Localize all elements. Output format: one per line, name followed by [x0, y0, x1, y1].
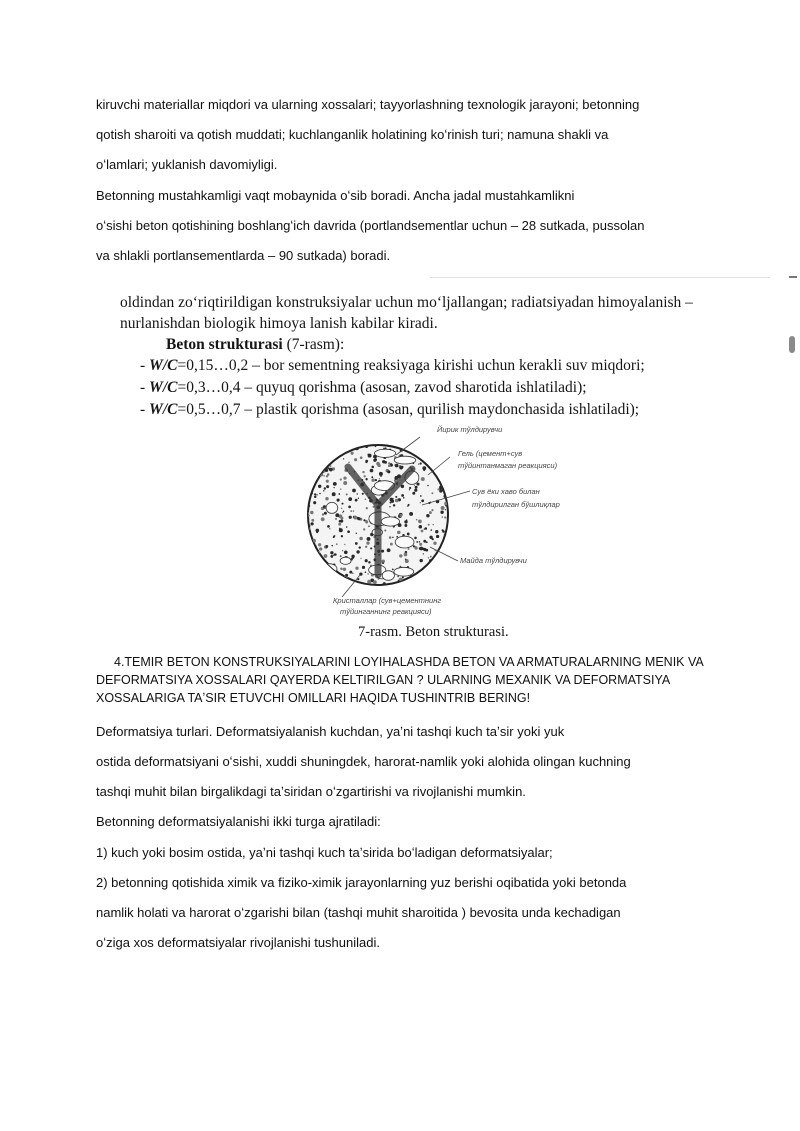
paragraph-line: oʻziga xos deformatsiyalar rivojlanishi tushuniladi. [96, 935, 380, 950]
paragraph-line: kiruvchi materiallar miqdori va ularning xossalari; tayyorlashning texnologik jarayoni; betonning [96, 97, 640, 112]
label-fine-aggregate: Майда тўлдирувчи [460, 556, 527, 565]
label-crystals-2: тўйинганнинг реакцияси) [340, 607, 432, 616]
item-text: =0,3…0,4 – quyuq qorishma (asosan, zavod sharotida ishlatiladi); [177, 379, 587, 396]
wc-item [140, 379, 587, 397]
paragraph-line: 1) kuch yoki bosim ostida, yaʼni tashqi kuch taʼsirida boʻladigan deformatsiyalar; [96, 845, 553, 860]
structure-title [166, 336, 344, 354]
paragraph-line: 2) betonning qotishida ximik va fiziko-ximik jarayonlarning yuz berishi oqibatida yoki betonda [96, 875, 627, 890]
concrete-structure-figure [300, 425, 480, 600]
paragraph-line: ostida deformatsiyani oʻsishi, xuddi shuningdek, harorat-namlik yoki alohida olingan kuchning [96, 754, 631, 769]
label-gel: Гель (цемент+сув [458, 449, 523, 458]
paragraph-line: oʻlamlari; yuklanish davomiyligi. [96, 157, 278, 172]
scan-edge-mark [789, 276, 797, 278]
paragraph-line: Deformatsiya turlari. Deformatsiyalanish kuchdan, yaʼni tashqi kuch taʼsir yoki yuk [96, 724, 565, 739]
paragraph-line: namlik holati va harorat oʻzgarishi bilan (tashqi muhit sharoitida ) bevosita unda kechadigan [96, 905, 621, 920]
label-coarse-aggregate: Йирик тўлдирувчи [437, 425, 503, 434]
paragraph-line: Betonning deformatsiyalanishi ikki turga ajratiladi: [96, 814, 381, 829]
heading-line: 4.TEMIR BETON KONSTRUKSIYALARINI LOYIHALASHDA BETON VA ARMATURALARNING MENIK VA [114, 655, 704, 669]
wc-item [140, 401, 639, 419]
label-crystals: Кристаллар (сув+цементнинг [333, 596, 442, 605]
item-prefix: - [140, 357, 150, 374]
scrollbar-thumb[interactable] [789, 336, 795, 353]
wc-symbol: W/C [149, 379, 178, 396]
label-voids: Сув ёки хаво билан [472, 487, 540, 496]
scan-text-line: nurlanishdan biologik himoya lanish kabilar kiradi. [120, 315, 438, 332]
heading-line: DEFORMATSIYA XOSSALARI QAYERDA KELTIRILGAN ? ULARNING MEXANIK VA DEFORMATSIYA [96, 673, 671, 687]
item-text: =0,15…0,2 – bor sementning reaksiyaga kirishi uchun kerakli suv miqdori; [177, 357, 645, 374]
paragraph-line: va shlakli portlansementlarda – 90 sutkada) boradi. [96, 248, 391, 263]
item-prefix: - [140, 401, 150, 418]
structure-title-bold: Beton strukturasi [166, 336, 283, 353]
item-prefix: - [140, 379, 150, 396]
scan-edge-line [430, 277, 770, 278]
heading-line: XOSSALARIGA TAʼSIR ETUVCHI OMILLARI HAQIDA TUSHINTRIB BERING! [96, 691, 531, 705]
paragraph-line: Betonning mustahkamligi vaqt mobaynida oʻsib boradi. Ancha jadal mustahkamlikni [96, 188, 575, 203]
item-text: =0,5…0,7 – plastik qorishma (asosan, qurilish maydonchasida ishlatiladi); [177, 401, 640, 418]
section-heading [96, 653, 736, 707]
paragraph-line: tashqi muhit bilan birgalikdagi taʼsiridan oʻzgartirishi va rivojlanishi mumkin. [96, 784, 526, 799]
wc-symbol: W/C [149, 401, 178, 418]
wc-item [140, 357, 645, 375]
figure-caption: 7-rasm. Beton strukturasi. [358, 624, 509, 640]
structure-ref: (7-rasm): [282, 336, 345, 353]
wc-symbol: W/C [149, 357, 178, 374]
label-gel-2: тўйинтанмаган реакцияси) [458, 461, 558, 470]
paragraph-line: oʻsishi beton qotishining boshlangʻich davrida (portlandsementlar uchun – 28 sutkada, pussolan [96, 218, 645, 233]
label-voids-2: тўлдирилган бўшлиқлар [472, 500, 560, 509]
paragraph-line: qotish sharoiti va qotish muddati; kuchlanganlik holatining koʻrinish turi; namuna shakli va [96, 127, 609, 142]
scan-text-line: oldindan zoʻriqtirildigan konstruksiyalar uchun moʻljallangan; radiatsiyadan himoyalanish – [120, 294, 693, 311]
